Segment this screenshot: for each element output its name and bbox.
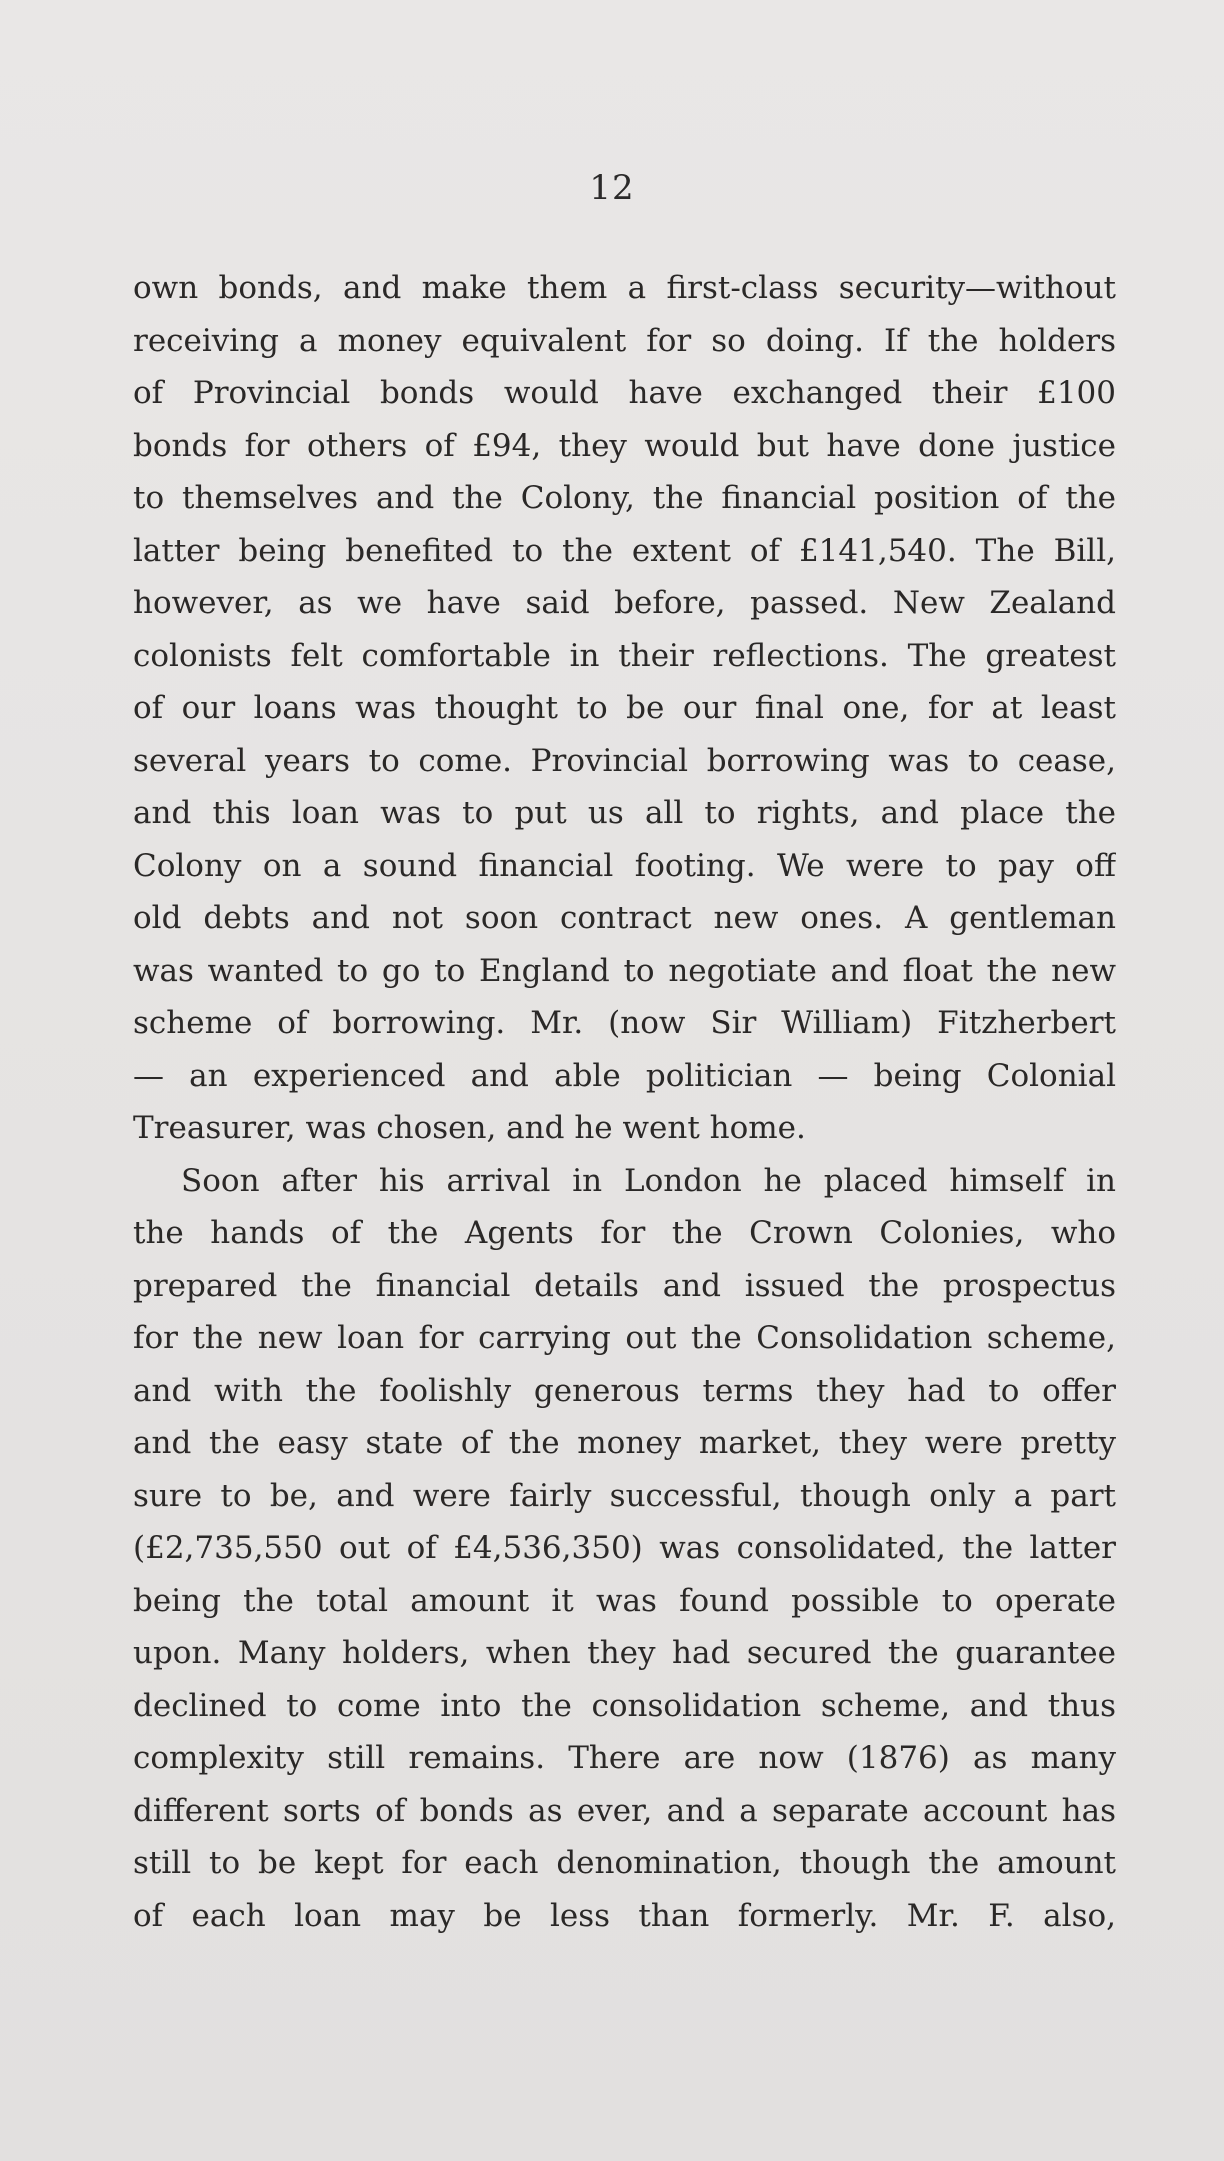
text-line: — an experienced and able politician — being Colonial xyxy=(133,1057,1116,1094)
text-line: own bonds, and make them a first-class security—without xyxy=(133,270,1116,306)
text-line: colonists felt comfortable in their reflections. The greatest xyxy=(133,637,1116,674)
text-line: of each loan may be less than formerly. Mr. F. also, xyxy=(133,1897,1116,1934)
body-text xyxy=(133,262,1116,1942)
paragraph-start-line: Soon after his arrival in London he placed himself in xyxy=(181,1162,1116,1199)
text-line: bonds for others of £94, they would but have done justice xyxy=(133,427,1116,464)
text-line: however, as we have said before, passed. New Zealand xyxy=(133,585,1116,621)
text-line: old debts and not soon contract new ones. A gentleman xyxy=(133,900,1116,936)
text-line: of our loans was thought to be our final one, for at least xyxy=(133,690,1116,726)
text-line: still to be kept for each denomination, though the amount xyxy=(133,1845,1116,1881)
text-line: was wanted to go to England to negotiate and float the new xyxy=(133,952,1116,989)
text-line: Colony on a sound financial footing. We were to pay off xyxy=(133,847,1116,884)
text-line: for the new loan for carrying out the Consolidation scheme, xyxy=(133,1320,1116,1356)
text-line: complexity still remains. There are now (1876) as many xyxy=(133,1740,1116,1776)
text-line: receiving a money equivalent for so doing. If the holders xyxy=(133,322,1116,359)
text-line: of Provincial bonds would have exchanged their £100 xyxy=(133,375,1116,411)
text-line: and the easy state of the money market, they were pretty xyxy=(133,1425,1116,1461)
text-line: sure to be, and were fairly successful, though only a part xyxy=(133,1477,1116,1514)
text-line: scheme of borrowing. Mr. (now Sir William) Fitzherbert xyxy=(133,1005,1116,1041)
text-line: the hands of the Agents for the Crown Colonies, who xyxy=(133,1215,1116,1251)
text-line: several years to come. Provincial borrowing was to cease, xyxy=(133,742,1116,779)
text-line: declined to come into the consolidation scheme, and thus xyxy=(133,1687,1116,1724)
text-line: to themselves and the Colony, the financial position of the xyxy=(133,480,1116,516)
text-line: (£2,735,550 out of £4,536,350) was consolidated, the latter xyxy=(133,1530,1116,1566)
text-line: prepared the financial details and issued the prospectus xyxy=(133,1267,1116,1304)
text-line: being the total amount it was found possible to operate xyxy=(133,1582,1116,1619)
text-line: and with the foolishly generous terms they had to offer xyxy=(133,1372,1116,1409)
text-line: upon. Many holders, when they had secured the guarantee xyxy=(133,1635,1116,1671)
page-number: 12 xyxy=(589,168,635,208)
text-line: different sorts of bonds as ever, and a separate account has xyxy=(133,1792,1116,1829)
text-line: latter being benefited to the extent of £141,540. The Bill, xyxy=(133,532,1116,569)
text-line: and this loan was to put us all to rights, and place the xyxy=(133,795,1116,831)
paragraph-end-line: Treasurer, was chosen, and he went home. xyxy=(133,1110,806,1146)
